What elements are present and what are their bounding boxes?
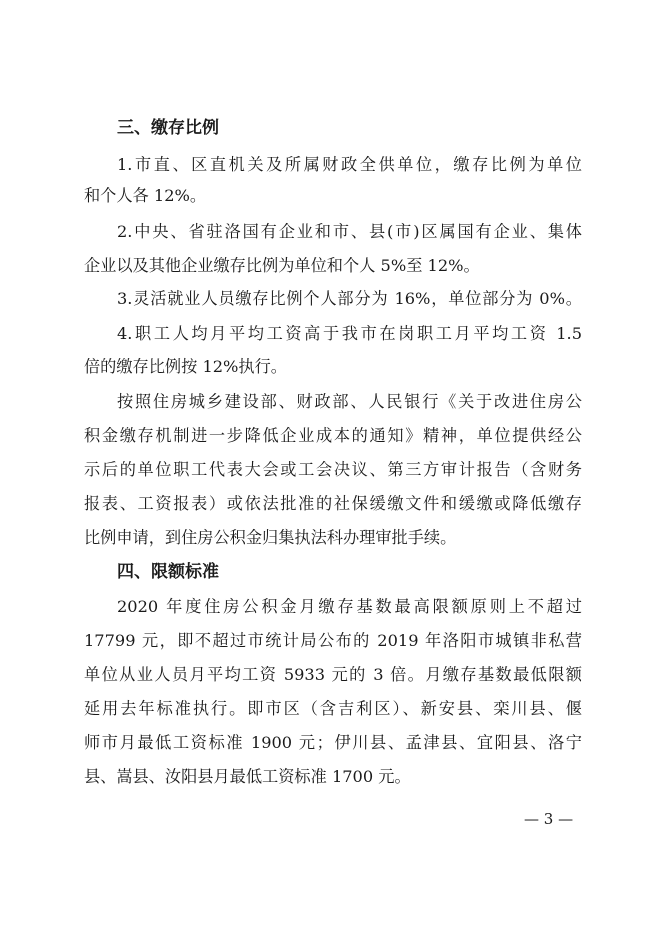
limit-paragraph-line-6: 县、嵩县、汝阳县月最低工资标准 1700 元。 [84,767,411,786]
approval-paragraph-line-5: 比例申请，到住房公积金归集执法科办理审批手续。 [84,528,457,547]
item-2-line-2: 企业以及其他企业缴存比例为单位和个人 5%至 12%。 [84,256,480,275]
item-4-line-2: 倍的缴存比例按 12%执行。 [84,357,287,376]
approval-paragraph-line-2: 积金缴存机制进一步降低企业成本的通知》精神，单位提供经公 [84,426,582,445]
limit-paragraph-line-3: 单位从业人员月平均工资 5933 元的 3 倍。月缴存基数最低限额 [84,665,582,684]
approval-paragraph-line-4: 报表、工资报表）或依法批准的社保缓缴文件和缓缴或降低缴存 [84,494,582,513]
limit-paragraph-line-1: 2020 年度住房公积金月缴存基数最高限额原则上不超过 [117,597,582,616]
section-heading-limit-standard: 四、限额标准 [117,562,219,582]
approval-paragraph-line-1: 按照住房城乡建设部、财政部、人民银行《关于改进住房公 [117,392,582,411]
section-heading-contribution-ratio: 三、缴存比例 [117,118,219,138]
page-number: — 3 — [524,810,574,828]
item-4-line-1: 4.职工人均月平均工资高于我市在岗职工月平均工资 1.5 [117,324,582,343]
limit-paragraph-line-2: 17799 元，即不超过市统计局公布的 2019 年洛阳市城镇非私营 [84,631,582,650]
item-1-line-2: 和个人各 12%。 [84,186,207,205]
limit-paragraph-line-4: 延用去年标准执行。即市区（含吉利区）、新安县、栾川县、偃 [84,699,582,718]
item-2-line-1: 2.中央、省驻洛国有企业和市、县(市)区属国有企业、集体 [117,222,582,241]
item-1-line-1: 1.市直、区直机关及所属财政全供单位，缴存比例为单位 [117,155,582,174]
item-3-line-1: 3.灵活就业人员缴存比例个人部分为 16%，单位部分为 0%。 [117,289,582,308]
limit-paragraph-line-5: 师市月最低工资标准 1900 元；伊川县、孟津县、宜阳县、洛宁 [84,733,582,752]
approval-paragraph-line-3: 示后的单位职工代表大会或工会决议、第三方审计报告（含财务 [84,460,582,479]
